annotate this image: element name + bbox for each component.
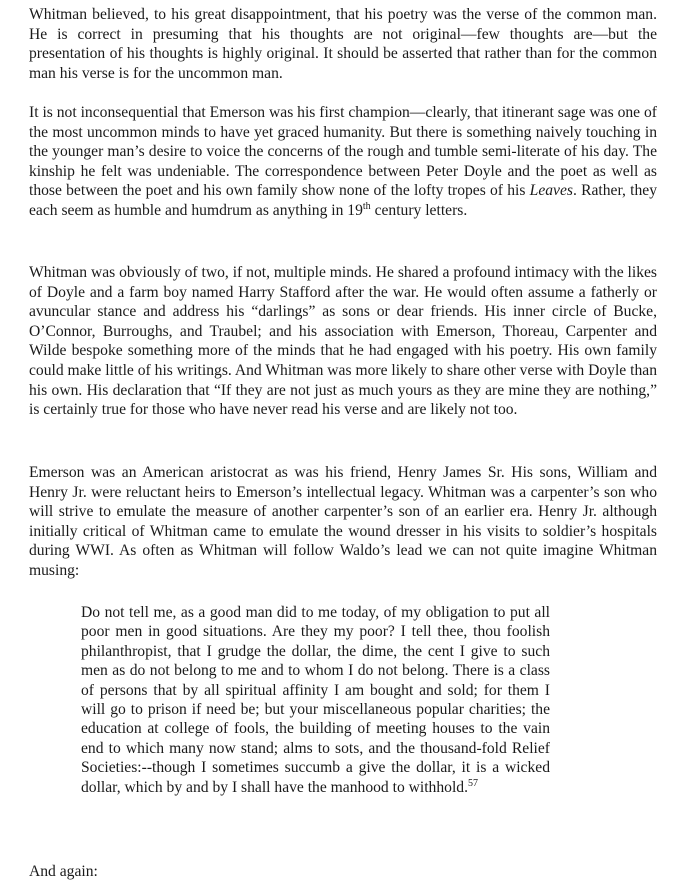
paragraph-text: . Rather, they each seem as humble and humdrum as anything in 19 — [29, 182, 658, 219]
paragraph-text: Whitman was obviously of two, if not, multiple minds. He shared a profound intimacy with the likes of Doyle and a farm boy named Harry Stafford after the war. He would often assume a fatherly or avuncular stance and address his “darlings” as sons or dear friends. His inner circle of Bucke, O’Connor, Burroughs, and Traubel; and his association with Emerson, Thoreau, Carpenter and Wilde bespoke something more of the minds that he had engaged with his poetry. His own family could make little of his writings. And Whitman was more likely to share other verse with Doyle than his own. His declaration that “If they are not just as much yours as they are mine they are nothing,” is certainly true for those who have never read his verse and are likely not too. — [29, 264, 657, 419]
paragraph-emerson-champion — [29, 103, 657, 221]
paragraph-text: It is not inconsequential that Emerson was his first champion—clearly, that itinerant sage was one of the most uncommon minds to have yet graced humanity. But there is something naively touching in the younger man’s desire to voice the concerns of the rough and tumble semi-literate of his day. The kinship he felt was undeniable. The correspondence between Peter Doyle and the poet as well as those between the poet and his own family show none of the lofty tropes of his — [29, 104, 657, 200]
quote-text: Do not tell me, as a good man did to me today, of my obligation to put all poor men in good situations. Are they my poor? I tell thee, thou foolish philanthropist, that I grudge the dollar, the dime, the cent I give to such men as do not belong to me and to whom I do not belong. There is a class of persons that by all spiritual affinity I am bought and sold; for them I will go to prison if need be; but your miscellaneous popular charities; the education at college of fools, the building of meeting houses to the vain end to which many now stand; alms to sots, and the thousand-fold Relief Societies:--though I sometimes succumb a give the dollar, it is a wicked dollar, which by and by I shall have the manhood to withhold. — [81, 604, 550, 796]
paragraph-american-aristocrat — [29, 463, 657, 581]
paragraph-text: century letters. — [370, 201, 468, 219]
ordinal-superscript: th — [362, 200, 371, 212]
paragraph-text: Emerson was an American aristocrat as was his friend, Henry James Sr. His sons, William and Henry Jr. were reluctant heirs to Emerson’s intellectual legacy. Whitman was a carpenter’s son who will strive to emulate the measure of another carpenter’s son of an earlier era. Henry Jr. although initially critical of Whitman came to emulate the wound dresser in his visits to soldier’s hospitals during WWI. As often as Whitman will follow Waldo’s lead we can not quite imagine Whitman musing: — [29, 464, 657, 579]
footnote-reference: 57 — [467, 777, 478, 789]
paragraph-whitman-common-man — [29, 5, 657, 83]
closing-line — [29, 862, 98, 882]
block-quote-emerson — [81, 603, 550, 797]
closing-text: And again: — [29, 863, 98, 880]
paragraph-multiple-minds — [29, 263, 657, 420]
paragraph-text: Whitman believed, to his great disappointment, that his poetry was the verse of the common man. He is correct in presuming that his thoughts are not original—few thoughts are—but the presentation of his thoughts is highly original. It should be asserted that rather than for the common man his verse is for the uncommon man. — [29, 6, 657, 82]
italic-title-leaves: Leaves — [529, 182, 573, 200]
